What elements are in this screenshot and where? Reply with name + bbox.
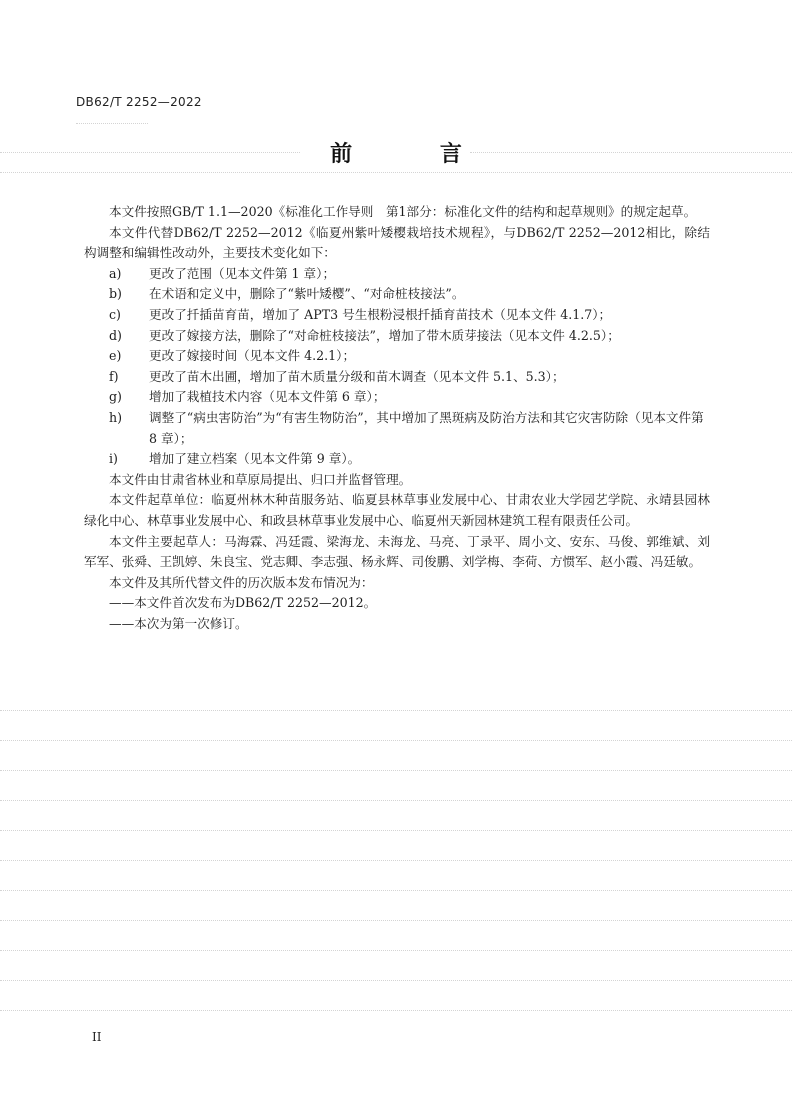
page-number: II [92,1030,102,1044]
list-item-text: 更改了范围（见本文件第 1 章）； [149,265,336,281]
scan-dots [0,860,792,861]
paragraph-history-first: ——本文件首次发布为DB62/T 2252—2012。 [109,595,377,611]
scan-dots [0,950,792,951]
changes-list [84,264,710,470]
scan-dots [0,710,792,711]
list-item-text: 更改了扦插苗育苗，增加了 APT3 号生根粉浸根扦插育苗技术（见本文件 4.1.7）； [149,306,612,322]
list-item [84,264,710,285]
list-item-text: 增加了建立档案（见本文件第 9 章）。 [149,451,361,467]
scan-dots [76,123,148,124]
paragraph-drafting-units: 本文件起草单位：临夏州林木种苗服务站、临夏县林草事业发展中心、甘肃农业大学园艺学院、永靖县园林绿化中心、林草事业发展中心、和政县林草事业发展中心、临夏州天新园林建筑工程有限责任公司。 [84,492,710,528]
list-marker: h) [109,409,123,425]
list-marker: d) [109,327,122,343]
list-item-text: 更改了嫁接方法，删除了“对命桩枝接法”，增加了带木质芽接法（见本文件 4.2.5）； [149,327,620,343]
list-item [84,387,710,408]
scan-dots [0,830,792,831]
paragraph-drafting-basis: 本文件按照GB/T 1.1—2020《标准化工作导则 第1部分：标准化文件的结构和起草规则》的规定起草。 [109,204,697,219]
list-marker: a) [109,265,122,281]
list-item-text: 更改了嫁接时间（见本文件 4.2.1）； [149,348,356,364]
list-item [84,449,710,470]
paragraph-history-intro: 本文件及其所代替文件的历次版本发布情况为： [109,574,374,590]
list-marker: e) [109,348,122,364]
paragraph-history-revision: ——本次为第一次修订。 [109,615,248,631]
list-item [84,367,710,388]
list-marker: b) [109,286,122,302]
scan-dots [0,980,792,981]
list-item-text: 更改了苗木出圃，增加了苗木质量分级和苗木调查（见本文件 5.1、5.3）； [149,368,565,384]
paragraph-replacement: 本文件代替DB62/T 2252—2012《临夏州紫叶矮樱栽培技术规程》，与DB62/T 2252—2012相比，除结构调整和编辑性改动外，主要技术变化如下： [84,224,710,261]
paragraph-drafters: 本文件主要起草人：马海霖、冯廷霞、梁海龙、未海龙、马亮、丁录平、周小文、安东、马俊、郭维斌、刘军军、张舜、王凯婷、朱良宝、党志卿、李志强、杨永辉、司俊鹏、刘学梅、李荷、方惯军、赵小霞、冯廷敏。 [84,533,710,570]
list-marker: f) [109,368,119,384]
list-item [84,346,710,367]
list-item [84,408,710,449]
list-marker: g) [109,389,122,405]
list-item [84,284,710,305]
scan-dots [0,800,792,801]
scan-dots [0,1010,792,1011]
foreword-body [84,202,710,634]
scan-dots [0,770,792,771]
scan-dots [0,890,792,891]
scan-dots [0,172,792,173]
list-item [84,326,710,347]
list-marker: i) [109,451,118,467]
scan-dots [0,740,792,741]
list-item-text: 增加了栽植技术内容（见本文件第 6 章）； [149,389,386,405]
page-title: 前 言 [330,142,502,167]
scan-dots [0,920,792,921]
document-code: DB62/T 2252—2022 [76,95,202,109]
list-item [84,305,710,326]
list-item-text: 调整了“病虫害防治”为“有害生物防治”，其中增加了黑斑病及防治方法和其它灾害防除（见本文件第 8 章）； [149,409,704,446]
list-item-text: 在术语和定义中，删除了“紫叶矮樱”、“对命桩枝接法”。 [149,286,465,302]
list-marker: c) [109,306,121,322]
paragraph-proposer: 本文件由甘肃省林业和草原局提出、归口并监督管理。 [109,471,412,487]
